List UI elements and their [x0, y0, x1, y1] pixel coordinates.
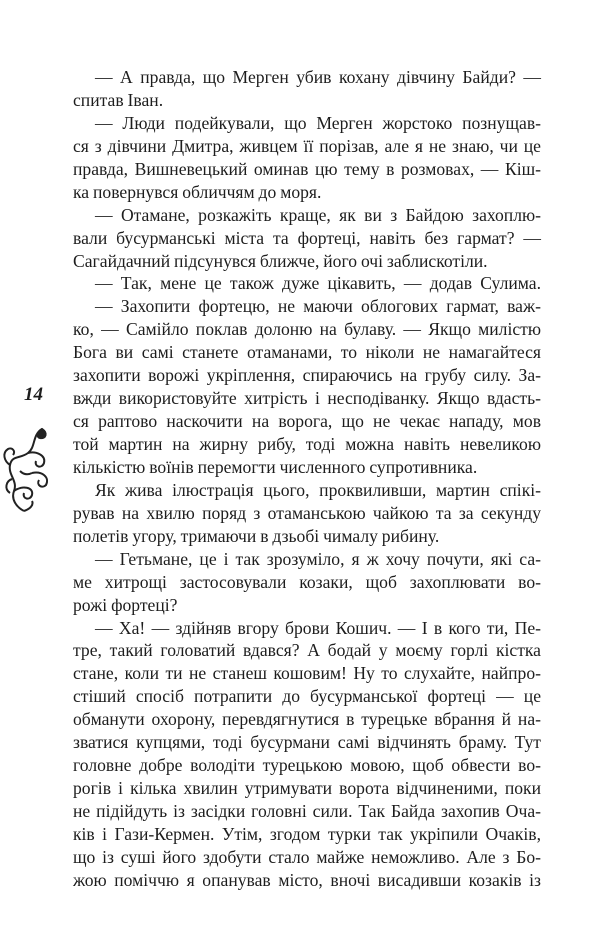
text-line: ся раптово наскочити на ворога, що не чекає нападу, мов — [73, 411, 541, 432]
text-line: зватися купцями, тоді бусурмани самі відчинять браму. Тут — [73, 732, 541, 753]
text-line: — Отамане, розкажіть краще, як ви з Байдою захоплю- — [95, 204, 541, 225]
text-line: вжди використовуйте хитрість і несподіванку. Якщо вдасть- — [73, 388, 541, 409]
text-line: — Ха! — здійняв вгору брови Кошич. — І в кого ти, Пе- — [95, 617, 541, 638]
text-line: головне добре володіти турецькою мовою, щоб обвести во- — [73, 755, 541, 776]
text-line: ка повернувся обличчям до моря. — [73, 181, 322, 202]
text-line: рував на хвилю поряд з отаманською чайкою та за секунду — [73, 502, 541, 523]
text-line: обманути охорону, перевдягнутися в турецьке вбрання й на- — [73, 709, 541, 730]
text-line: захопити ворожі укріплення, спираючись на грубу силу. За- — [73, 365, 541, 386]
text-line: — Люди подейкували, що Мерген жорстоко познущав- — [95, 112, 541, 133]
text-line: вали бусурманські міста та фортеці, навіть без гармат? — — [73, 227, 541, 248]
text-line: той мартин на жирну рибу, тоді можна навіть невеликою — [73, 434, 541, 454]
body-text — [73, 66, 541, 892]
text-line: — Захопити фортецю, не маючи облогових гармат, важ- — [95, 296, 541, 317]
text-line: Сагайдачний підсунувся ближче, його очі заблискотіли. — [73, 250, 488, 271]
text-line: — Гетьмане, це і так зрозуміло, я ж хочу почути, які са- — [95, 548, 541, 569]
floral-ornament-icon — [2, 425, 58, 513]
text-line: правда, Вишневецький оминав цю тему в розмовах, — Кіш- — [73, 158, 541, 179]
text-line: полетів угору, тримаючи в дзьобі чималу рибину. — [73, 525, 440, 546]
text-line: кількістю воїнів перемогти численного супротивника. — [73, 456, 478, 477]
page-number: 14 — [24, 384, 43, 405]
text-line: ків і Гази-Кермен. Утім, згодом турки так укріпили Очаків, — [73, 823, 541, 844]
text-line: стане, коли ти не станеш кошовим! Ну то слухайте, найпро- — [73, 663, 541, 684]
text-line: жою поміччю я опанував місто, вночі висадивши козаків із — [73, 869, 541, 890]
text-line: спитав Іван. — [73, 89, 164, 110]
text-line: — А правда, що Мерген убив кохану дівчину Байди? — — [95, 67, 541, 87]
text-line: — Так, мене це також дуже цікавить, — додав Сулима. — [95, 273, 541, 294]
text-line: ме хитрощі застосовували козаки, щоб захоплювати во- — [73, 571, 541, 592]
text-line: рожі фортеці? — [73, 594, 178, 615]
text-line: ко, — Самійло поклав долоню на булаву. — Якщо милістю — [73, 319, 541, 340]
text-line: ся з дівчини Дмитра, живцем її порізав, але я не знаю, чи це — [73, 135, 541, 156]
text-line: не підійдуть із засідки головні сили. Так Байда захопив Оча- — [73, 801, 541, 821]
text-line: що із суші його здобути стало майже неможливо. Але з Бо- — [73, 846, 541, 867]
text-line: рогів і кілька хвилин утримувати ворота відчиненими, поки — [73, 778, 541, 799]
text-line: Як жива ілюстрація цього, проквиливши, мартин спікі- — [95, 479, 541, 500]
text-line: стіший спосіб потрапити до бусурманської фортеці — це — [73, 686, 541, 707]
text-line: тре, такий головатий вдався? А бодай у моєму горлі кістка — [73, 640, 541, 661]
text-line: Бога ви самі станете отаманами, то ніколи не намагайтеся — [73, 342, 541, 363]
